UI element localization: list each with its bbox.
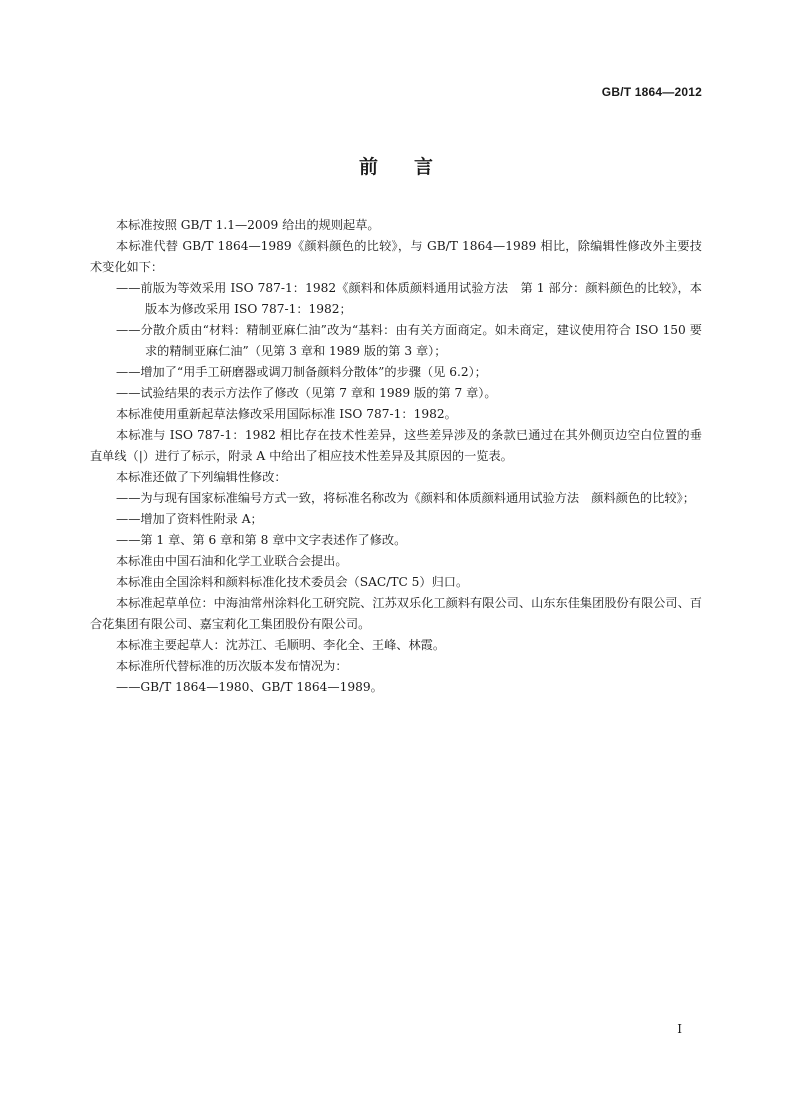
- paragraph: 本标准代替 GB/T 1864—1989《颜料颜色的比较》，与 GB/T 1864—1989 相比，除编辑性修改外主要技术变化如下：: [90, 239, 702, 274]
- paragraph: 本标准所代替标准的历次版本发布情况为：: [116, 659, 348, 673]
- list-item: ——第 1 章、第 6 章和第 8 章中文字表述作了修改。: [116, 533, 407, 547]
- list-item: ——增加了“用手工研磨器或调刀制备颜料分散体”的步骤（见 6.2）；: [116, 365, 487, 379]
- list-item: ——GB/T 1864—1980、GB/T 1864—1989。: [116, 680, 383, 694]
- paragraph: 本标准由中国石油和化学工业联合会提出。: [116, 554, 348, 568]
- list-item: ——分散介质由“材料：精制亚麻仁油”改为“基料：由有关方面商定。如未商定，建议使用符合 ISO 150 要求的精制亚麻仁油”（见第 3 章和 1989 版的第 3 章）；: [116, 323, 702, 358]
- paragraph: 本标准使用重新起草法修改采用国际标准 ISO 787-1：1982。: [116, 407, 457, 421]
- paragraph: 本标准主要起草人：沈苏江、毛顺明、李化全、王峰、林霞。: [116, 638, 446, 652]
- list-item: ——增加了资料性附录 A；: [116, 512, 263, 526]
- paragraph: 本标准由全国涂料和颜料标准化技术委员会（SAC/TC 5）归口。: [116, 575, 469, 589]
- paragraph: 本标准还做了下列编辑性修改：: [116, 470, 287, 484]
- list-item: ——试验结果的表示方法作了修改（见第 7 章和 1989 版的第 7 章）。: [116, 386, 497, 400]
- paragraph: 本标准按照 GB/T 1.1—2009 给出的规则起草。: [116, 218, 380, 232]
- list-item: ——前版为等效采用 ISO 787-1：1982《颜料和体质颜料通用试验方法 第 1 部分：颜料颜色的比较》，本版本为修改采用 ISO 787-1：1982；: [116, 281, 702, 316]
- paragraph: 本标准与 ISO 787-1：1982 相比存在技术性差异，这些差异涉及的条款已通过在其外侧页边空白位置的垂直单线（|）进行了标示，附录 A 中给出了相应技术性差异及其原因的一览表。: [90, 428, 702, 463]
- page-title: 前言: [358, 156, 469, 178]
- list-item: ——为与现有国家标准编号方式一致，将标准名称改为《颜料和体质颜料通用试验方法 颜料颜色的比较》；: [116, 491, 695, 505]
- foreword-body: [90, 215, 702, 698]
- paragraph: 本标准起草单位：中海油常州涂料化工研究院、江苏双乐化工颜料有限公司、山东东佳集团股份有限公司、百合花集团有限公司、嘉宝莉化工集团股份有限公司。: [90, 596, 702, 631]
- page-number: I: [677, 1022, 682, 1036]
- standard-number: GB/T 1864—2012: [601, 85, 702, 99]
